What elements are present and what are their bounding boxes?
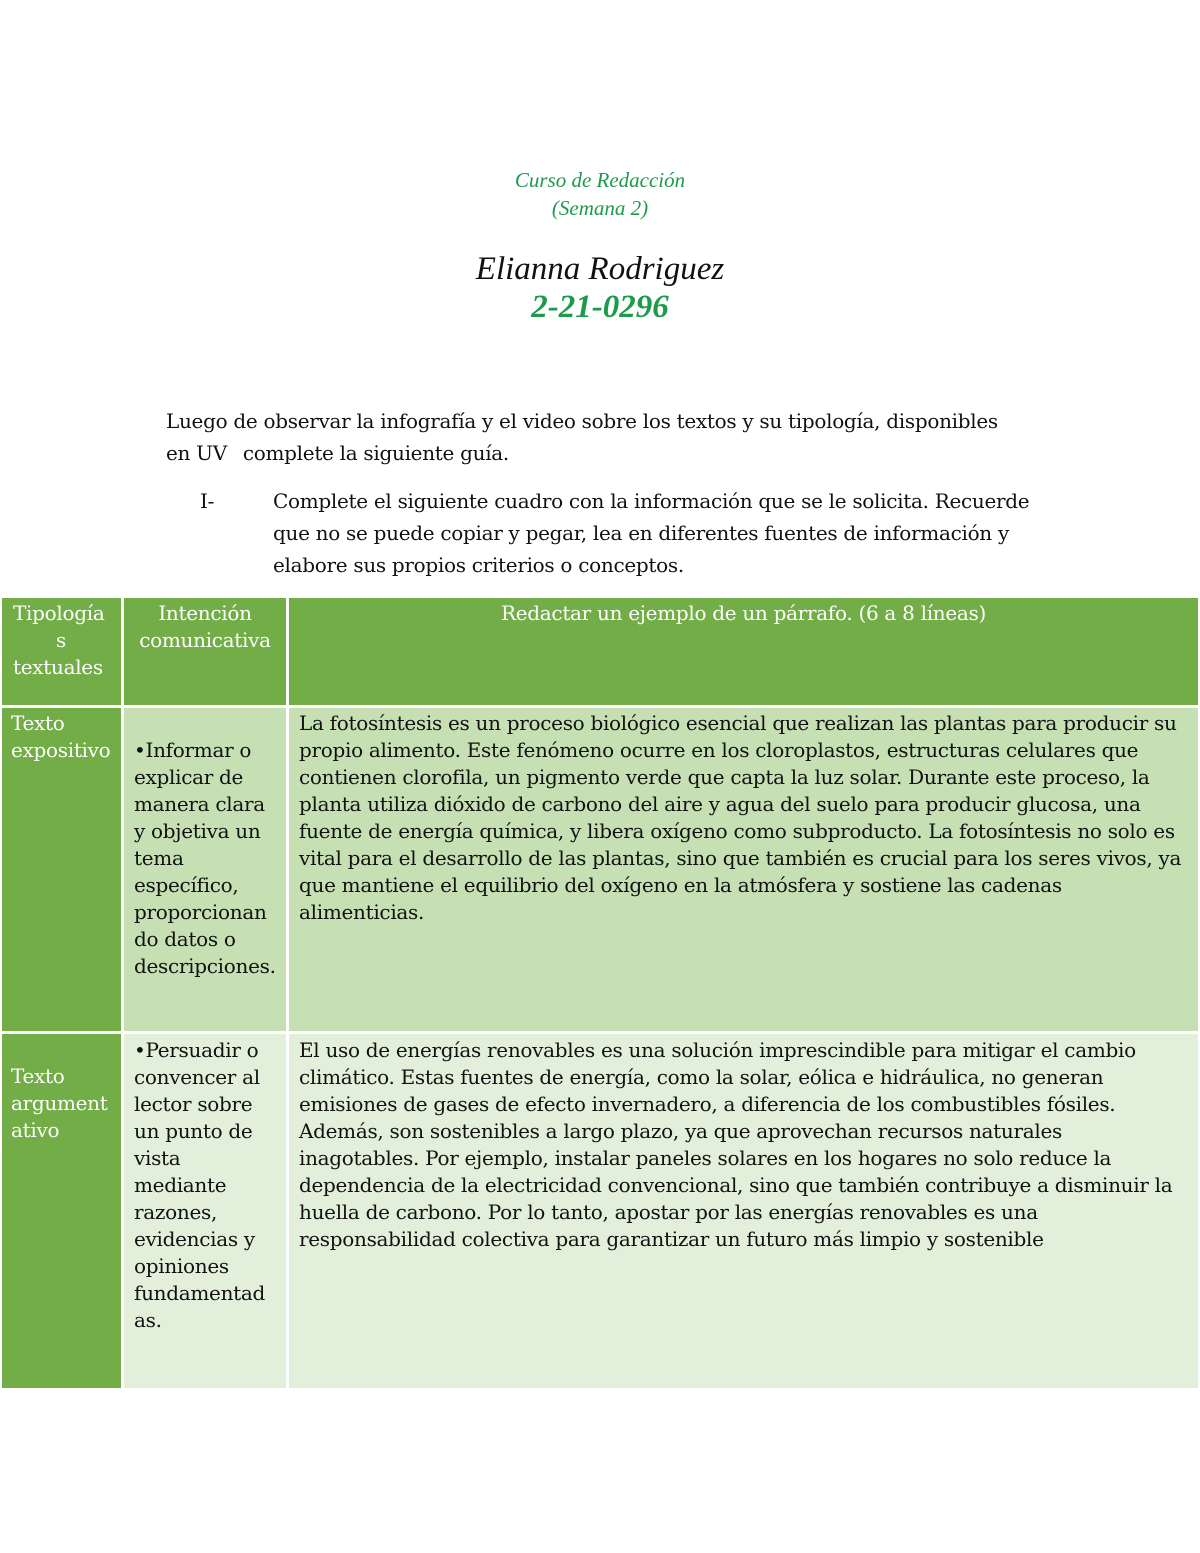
header-cell-intent: [124, 598, 286, 708]
example-line: Además, son sostenibles a largo plazo, ya que aprovechan recursos naturales: [299, 1119, 1062, 1143]
example-cell-expositivo: [289, 708, 1198, 1033]
example-line: propio alimento. Este fenómeno ocurre en los cloroplastos, estructuras celulares que: [299, 738, 1139, 762]
example-line: fuente de energía química, y libera oxígeno como subproducto. La fotosíntesis no solo es: [299, 819, 1175, 843]
header-text: textuales: [13, 655, 103, 679]
intent-line: fundamentad: [134, 1281, 266, 1305]
header-text: Tipología: [13, 601, 105, 625]
row-label-expositivo: [2, 708, 121, 1033]
intent-cell-expositivo: [124, 708, 286, 1033]
intent-line: lector sobre: [134, 1092, 253, 1116]
intro-line: [166, 437, 1046, 469]
row-label-text: ativo: [11, 1118, 60, 1142]
header-text: s: [56, 628, 66, 652]
typology-table: [2, 598, 1198, 1388]
intro-line: Luego de observar la infografía y el video sobre los textos y su tipología, disponibles: [166, 409, 998, 433]
row-label-text: Texto: [11, 1064, 65, 1088]
example-line: climático. Estas fuentes de energía, como la solar, eólica e hidráulica, no generan: [299, 1065, 1104, 1089]
example-line: planta utiliza dióxido de carbono del aire y agua del suelo para producir glucosa, una: [299, 792, 1141, 816]
example-line: inagotables. Por ejemplo, instalar paneles solares en los hogares no solo reduce la: [299, 1146, 1112, 1170]
intent-line: vista: [134, 1146, 181, 1170]
header-text: Redactar un ejemplo de un párrafo. (6 a 8 líneas): [501, 601, 986, 625]
instruction-line: elabore sus propios criterios o conceptos.: [273, 553, 684, 577]
example-cell-argumentativo: [289, 1033, 1198, 1388]
intent-line: un punto de: [134, 1119, 253, 1143]
example-line: que mantiene el equilibrio del oxígeno en la atmósfera y sostiene las cadenas: [299, 873, 1062, 897]
example-line: alimenticias.: [299, 900, 425, 924]
example-line: vital para el desarrollo de las plantas, sino que también es crucial para los seres vivos, ya: [299, 846, 1182, 870]
header-text: comunicativa: [139, 628, 271, 652]
intent-line: y objetiva un: [134, 819, 261, 843]
intent-line: evidencias y: [134, 1227, 255, 1251]
course-title: [0, 166, 1200, 222]
intent-line: manera clara: [134, 792, 265, 816]
header-cell-typology: [2, 598, 121, 708]
intent-line: •Informar o: [134, 738, 252, 762]
instruction-line: Complete el siguiente cuadro con la información que se le solicita. Recuerde: [273, 489, 1030, 513]
intent-line: tema: [134, 846, 184, 870]
header-cell-example: [289, 598, 1198, 708]
example-line: huella de carbono. Por lo tanto, apostar por las energías renovables es una: [299, 1200, 1038, 1224]
instruction-line: que no se puede copiar y pegar, lea en diferentes fuentes de información y: [273, 521, 1009, 545]
intent-line: proporcionan: [134, 900, 267, 924]
intent-line: do datos o: [134, 927, 236, 951]
table-divider: [121, 598, 124, 1388]
intent-line: explicar de: [134, 765, 244, 789]
row-label-text: expositivo: [11, 738, 111, 762]
table-divider: [2, 1031, 1198, 1034]
intro-paragraph: [166, 405, 1046, 469]
course-name: Curso de Redacción: [514, 168, 686, 192]
intent-line: mediante: [134, 1173, 227, 1197]
row-label-text: Texto: [11, 711, 65, 735]
intent-cell-argumentativo: [124, 1033, 286, 1388]
example-line: dependencia de la electricidad convencional, sino que también contribuye a disminuir la: [299, 1173, 1173, 1197]
intent-line: específico,: [134, 873, 239, 897]
row-label-argumentativo: [2, 1033, 121, 1388]
intent-line: •Persuadir o: [134, 1038, 259, 1062]
intent-line: razones,: [134, 1200, 218, 1224]
instruction-text: [273, 485, 1053, 581]
intent-line: as.: [134, 1308, 162, 1332]
intent-line: opiniones: [134, 1254, 229, 1278]
intro-line-part: en UV: [166, 441, 227, 465]
row-label-text: argument: [11, 1091, 108, 1115]
instruction-number: I-: [200, 489, 215, 513]
table-divider: [2, 705, 1198, 708]
intent-line: descripciones.: [134, 954, 276, 978]
header-text: Intención: [158, 601, 252, 625]
student-name: Elianna Rodriguez: [475, 251, 725, 287]
table-divider: [286, 598, 289, 1388]
example-line: emisiones de gases de efecto invernadero, a diferencia de los combustibles fósiles.: [299, 1092, 1116, 1116]
intro-line-part: complete la siguiente guía.: [242, 441, 509, 465]
intent-line: convencer al: [134, 1065, 260, 1089]
example-line: responsabilidad colectiva para garantizar un futuro más limpio y sostenible: [299, 1227, 1044, 1251]
example-line: contienen clorofila, un pigmento verde que capta la luz solar. Durante este proceso, la: [299, 765, 1150, 789]
course-week: (Semana 2): [551, 196, 649, 220]
student-id: 2-21-0296: [531, 289, 669, 325]
example-line: El uso de energías renovables es una solución imprescindible para mitigar el cambio: [299, 1038, 1136, 1062]
example-line: La fotosíntesis es un proceso biológico esencial que realizan las plantas para producir su: [299, 711, 1177, 735]
